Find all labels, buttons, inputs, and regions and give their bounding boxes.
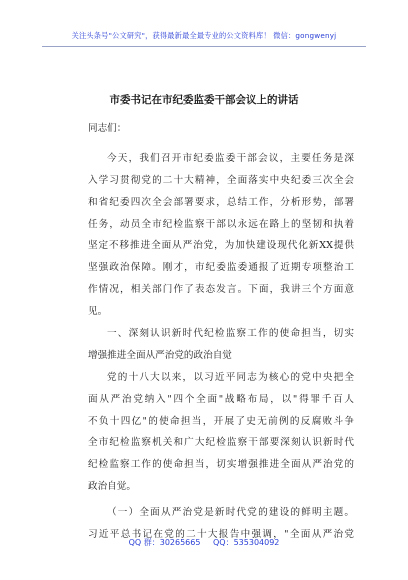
paragraph-lines <box>88 148 354 546</box>
text-line: 见。 <box>88 306 108 318</box>
text-line: （一）全面从严治党是新时代党的建设的鲜明主题。 <box>107 507 354 519</box>
salutation: 同志们： <box>88 123 127 134</box>
text-line: 全市纪检监察机关和广大纪检监察干部要深刻认识新时代 <box>88 437 354 449</box>
text-line: 作情况，相关部门作了表态发言。下面，我讲三个方面意 <box>88 284 354 296</box>
text-line: 面从严治党纳入"四个全面"战略布局，以"得罪千百人 <box>88 393 354 405</box>
text-line: 坚强政治保障。刚才，市纪委监委通报了近期专项整治工 <box>88 262 354 274</box>
qq-number: QQ：535304092 <box>213 538 280 547</box>
text-line: 和省纪委四次全会部署要求，总结工作，分析形势，部署 <box>88 196 354 208</box>
footer-contact <box>0 537 408 548</box>
text-line: 任务，动员全市纪检监察干部以永远在路上的坚韧和执着 <box>88 218 354 230</box>
text-line: 坚定不移推进全面从严治党，为加快建设现代化新XX提供 <box>88 240 354 252</box>
text-line: 纪检监察工作的使命担当，切实增强推进全面从严治党的 <box>88 459 354 471</box>
document-body <box>88 118 354 546</box>
header-banner: 关注头条号"公文研究"，获得最新最全最专业的公文资料库！ 微信：gongwenyj <box>71 31 337 40</box>
text-line: 政治自觉。 <box>88 481 136 493</box>
text-line: 不负十四亿"的使命担当，开展了史无前例的反腐败斗争 <box>88 415 354 427</box>
text-line: 习近平总书记在党的二十大报告中强调，"全面从严治党 <box>88 529 354 541</box>
text-line: 入学习贯彻党的二十大精神，全面落实中央纪委三次全会 <box>88 174 354 186</box>
text-line: 党的十八大以来，以习近平同志为核心的党中央把全 <box>107 371 354 383</box>
text-line: 一、深刻认识新时代纪检监察工作的使命担当，切实 <box>107 328 354 340</box>
text-line: 今天，我们召开市纪委监委干部会议，主要任务是深 <box>107 152 354 164</box>
document-title: 市委书记在市纪委监委干部会议上的讲话 <box>109 94 299 106</box>
header-divider <box>42 46 366 47</box>
qq-group-number: QQ 群：30265665 <box>128 538 201 547</box>
text-line: 增强推进全面从严治党的政治自觉 <box>88 349 232 361</box>
